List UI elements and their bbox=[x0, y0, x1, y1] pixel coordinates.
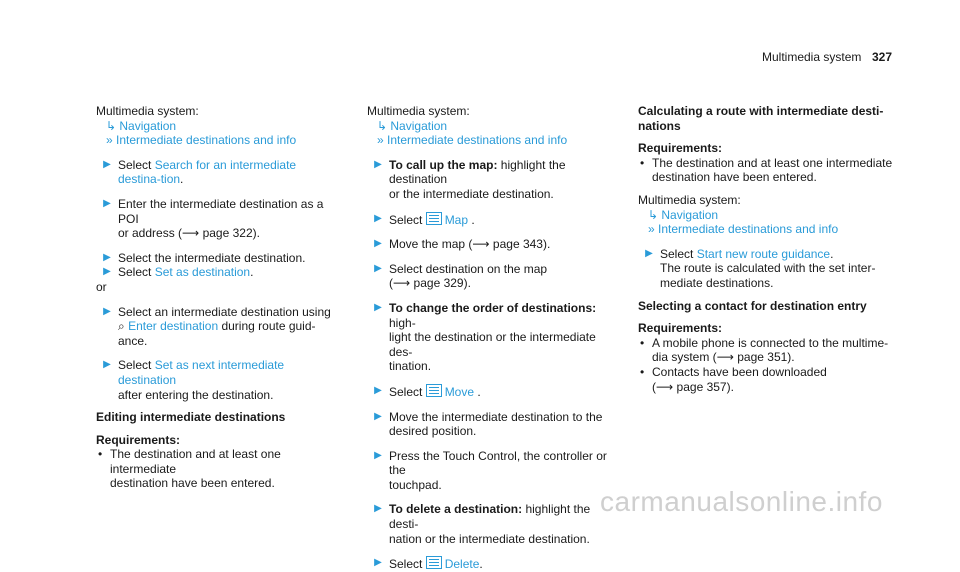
bullet-icon: • bbox=[640, 155, 645, 170]
step: ▶ Move the intermediate destination to the desired position. bbox=[367, 410, 611, 439]
page-ref-arrow-icon: ⟶ bbox=[656, 379, 674, 394]
step: ▶ Select an intermediate destination using ⌕ Enter destination during route guid- ance. bbox=[96, 305, 340, 349]
section-heading: Calculating a route with intermediate desti- nations bbox=[638, 104, 884, 133]
menu-link-map[interactable]: Map bbox=[444, 212, 469, 227]
step-triangle-icon: ▶ bbox=[374, 158, 382, 170]
step: ▶ Move the map (⟶ page 343). bbox=[367, 237, 611, 252]
menu-link-set-next[interactable]: Set as next intermediate destination bbox=[118, 358, 285, 387]
menu-link-set-destination[interactable]: Set as destination bbox=[154, 265, 251, 280]
step: ▶ Select Map . bbox=[367, 212, 611, 228]
step-triangle-icon: ▶ bbox=[103, 197, 111, 209]
page-ref[interactable]: page 351). bbox=[737, 350, 795, 365]
section-heading: Editing intermediate destinations bbox=[96, 410, 286, 425]
requirements-label: Requirements: bbox=[96, 432, 181, 447]
nav-link-navigation[interactable]: Navigation bbox=[390, 118, 448, 133]
menu-link-enter-destination[interactable]: Enter destination bbox=[128, 319, 219, 334]
step: ▶ To delete a destination: highlight the desti- nation or the intermediate destination. bbox=[367, 502, 611, 546]
step: ▶ Select Set as next intermediate destination after entering the destination. bbox=[96, 358, 340, 402]
or-text: or bbox=[96, 279, 107, 294]
step: ▶ Enter the intermediate destination as a POI or address (⟶ page 322). bbox=[96, 197, 340, 241]
step-triangle-icon: ▶ bbox=[374, 449, 382, 461]
step-triangle-icon: ▶ bbox=[103, 251, 111, 263]
step-triangle-icon: ▶ bbox=[374, 503, 382, 515]
page-ref-arrow-icon: ⟶ bbox=[716, 350, 734, 365]
nav-link-navigation[interactable]: Navigation bbox=[119, 118, 177, 133]
menu-intro: Multimedia system: bbox=[367, 104, 470, 118]
page-ref-arrow-icon: ⟶ bbox=[472, 237, 490, 252]
step-triangle-icon: ▶ bbox=[374, 262, 382, 274]
column-1 bbox=[96, 104, 340, 491]
section-heading: Selecting a contact for destination entry bbox=[638, 298, 867, 313]
page-ref[interactable]: page 343). bbox=[492, 237, 551, 252]
step: ▶ Select Delete. bbox=[367, 556, 611, 572]
double-chevron-icon: » bbox=[106, 133, 117, 148]
step: ▶ Select Search for an intermediate destina-tion. bbox=[96, 158, 340, 187]
step-triangle-icon: ▶ bbox=[645, 247, 653, 259]
nav-path-level-1 bbox=[638, 208, 898, 223]
menu-list-icon bbox=[426, 212, 442, 225]
page-ref-arrow-icon: ⟶ bbox=[182, 226, 200, 241]
step-triangle-icon: ▶ bbox=[103, 158, 111, 170]
step-triangle-icon: ▶ bbox=[374, 557, 382, 569]
step-triangle-icon: ▶ bbox=[374, 410, 382, 422]
step: ▶ Select the intermediate destination. bbox=[96, 251, 340, 266]
step: ▶ Select Set as destination. bbox=[96, 265, 340, 280]
nav-link-intermediate[interactable]: Intermediate destinations and info bbox=[658, 222, 839, 237]
menu-list-icon bbox=[426, 556, 442, 569]
page-ref[interactable]: page 329). bbox=[413, 276, 471, 291]
requirement-item: • The destination and at least one intermediate destination have been entered. bbox=[640, 155, 893, 185]
bullet-icon: • bbox=[640, 364, 645, 379]
nav-link-intermediate[interactable]: Intermediate destinations and info bbox=[387, 133, 568, 148]
requirement-item: • A mobile phone is connected to the multime- dia system (⟶ page 351). bbox=[640, 335, 889, 365]
step-triangle-icon: ▶ bbox=[374, 384, 382, 396]
menu-link-start-guidance[interactable]: Start new route guidance bbox=[696, 246, 831, 261]
step: ▶ To call up the map: highlight the destination or the intermediate destination. bbox=[367, 158, 611, 202]
menu-intro: Multimedia system: bbox=[96, 104, 199, 118]
requirements-label: Requirements: bbox=[638, 141, 723, 156]
bullet-icon: • bbox=[640, 335, 645, 350]
return-arrow-icon: ↳ bbox=[648, 207, 662, 222]
search-key-icon: ⌕ bbox=[118, 319, 129, 334]
requirements-label: Requirements: bbox=[638, 321, 723, 336]
double-chevron-icon: » bbox=[648, 222, 659, 237]
page-ref-arrow-icon: ⟶ bbox=[393, 276, 411, 291]
nav-path-level-2 bbox=[96, 133, 340, 148]
page-header-title: Multimedia system bbox=[762, 50, 862, 64]
column-2 bbox=[367, 104, 611, 572]
nav-path-level-1 bbox=[367, 119, 611, 134]
column-3 bbox=[638, 104, 898, 394]
nav-path-level-2 bbox=[638, 222, 898, 237]
requirement-item: • Contacts have been downloaded (⟶ page 357). bbox=[640, 364, 827, 394]
page-ref[interactable]: page 322). bbox=[202, 226, 260, 241]
menu-link-move[interactable]: Move bbox=[444, 384, 475, 399]
watermark: carmanualsonline.info bbox=[600, 486, 883, 517]
step: ▶ To change the order of destinations: high- light the destination or the intermediate des- tination. bbox=[367, 301, 611, 374]
return-arrow-icon: ↳ bbox=[377, 118, 391, 133]
step: ▶ Press the Touch Control, the controller or the touchpad. bbox=[367, 449, 611, 493]
menu-intro: Multimedia system: bbox=[638, 192, 741, 207]
return-arrow-icon: ↳ bbox=[106, 118, 120, 133]
step-triangle-icon: ▶ bbox=[103, 359, 111, 371]
step-triangle-icon: ▶ bbox=[374, 238, 382, 250]
step-triangle-icon: ▶ bbox=[374, 301, 382, 313]
menu-link-search[interactable]: Search for an intermediate destina-tion bbox=[118, 157, 297, 187]
page-ref[interactable]: page 357). bbox=[676, 379, 734, 394]
requirement-item: • The destination and at least one intermediate destination have been entered. bbox=[98, 447, 281, 491]
nav-link-navigation[interactable]: Navigation bbox=[661, 207, 719, 222]
step-triangle-icon: ▶ bbox=[103, 266, 111, 278]
step: ▶ Select Start new route guidance. The route is calculated with the set inter- mediate destinations. bbox=[638, 247, 898, 291]
step-triangle-icon: ▶ bbox=[374, 212, 382, 224]
menu-link-delete[interactable]: Delete bbox=[444, 557, 480, 572]
menu-list-icon bbox=[426, 384, 442, 397]
double-chevron-icon: » bbox=[377, 133, 388, 148]
step-triangle-icon: ▶ bbox=[103, 305, 111, 317]
nav-link-intermediate[interactable]: Intermediate destinations and info bbox=[116, 133, 297, 148]
nav-path-level-1 bbox=[96, 119, 340, 134]
bullet-icon: • bbox=[98, 447, 103, 462]
nav-path-level-2 bbox=[367, 133, 611, 148]
page-number: 327 bbox=[872, 50, 893, 64]
step: ▶ Select Move . bbox=[367, 384, 611, 400]
step: ▶ Select destination on the map (⟶ page 329). bbox=[367, 262, 611, 291]
